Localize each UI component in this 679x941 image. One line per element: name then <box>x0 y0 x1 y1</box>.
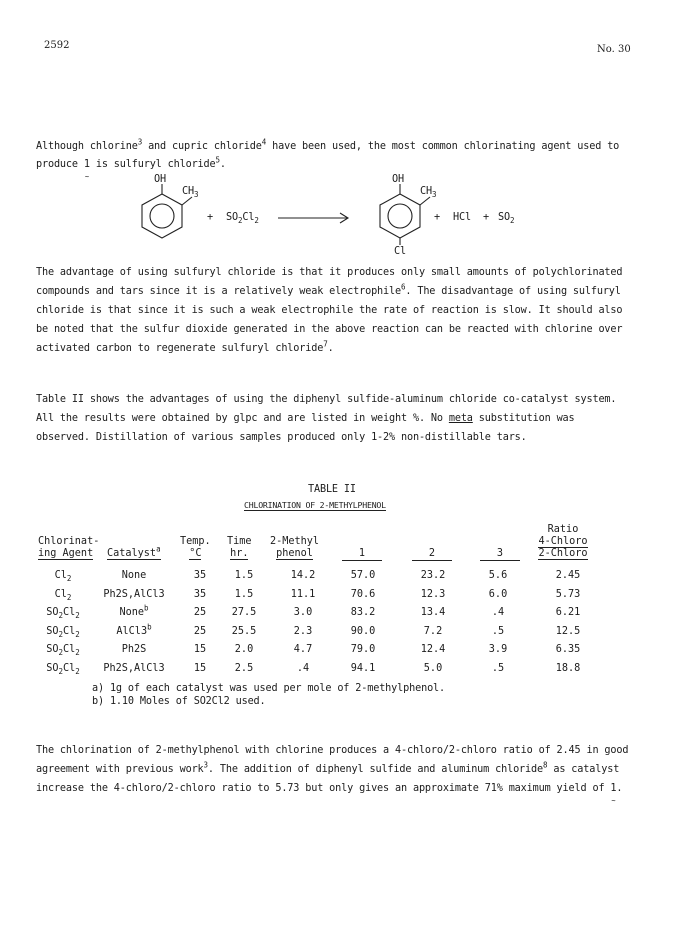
table-cell-temp: 25 <box>193 607 207 619</box>
table-cell-ratio: 5.73 <box>555 588 581 600</box>
table-cell-compound-3: 6.0 <box>488 588 508 600</box>
reaction-arrow <box>278 213 348 223</box>
reagent-label: $SO_2Cl_2$ <box>226 212 259 226</box>
table-subtitle: CHLORINATION OF 2-METHYLPHENOL <box>244 500 386 510</box>
table-cell-agent: $SO_2Cl_2$ <box>46 625 80 639</box>
table-cell-methylphenol: 14.2 <box>290 570 316 581</box>
header-temp: Temp. °C <box>180 536 211 559</box>
para2-line3: chloride is that since it is such a weak electrophile the rate of reaction is slow. It should also <box>36 305 623 316</box>
table-cell-compound-3: .4 <box>491 607 505 619</box>
table-cell-methylphenol: .4 <box>296 663 310 674</box>
header-compound-2: 2 <box>412 548 452 561</box>
table-cell-compound-1: 79.0 <box>350 644 376 656</box>
page-number: 2592 <box>44 40 70 51</box>
header-catalyst: Catalyst$^a$ <box>107 544 161 559</box>
table-cell-ratio: 12.5 <box>555 625 581 637</box>
table-cell-ratio: 6.21 <box>555 607 581 619</box>
hcl-label: HCl <box>453 212 471 223</box>
table-cell-catalyst: None <box>121 570 147 581</box>
table-cell-time: 1.5 <box>234 588 254 600</box>
left-oh-label: OH <box>154 174 166 185</box>
reaction-scheme <box>120 172 560 262</box>
plus-sign-3: + <box>483 212 489 223</box>
table-cell-methylphenol: 3.0 <box>293 607 313 619</box>
table-cell-agent: $SO_2Cl_2$ <box>46 644 80 658</box>
table-cell-temp: 35 <box>193 570 207 581</box>
para2-line5: activated carbon to regenerate sulfuryl chloride$^7$. <box>36 339 334 354</box>
left-ch3-label: $CH_3$ <box>182 186 199 200</box>
para4-line3: increase the 4-chloro/2-chloro ratio to 5.73 but only gives an approximate 71% maximum yield of 1 ~. <box>36 779 622 798</box>
para1-line1: Although chlorine$^3$ and cupric chloride$^4$ have been used, the most common chlorinating agent used to <box>36 137 620 152</box>
table-cell-catalyst: None$^b$ <box>119 603 149 619</box>
table-cell-compound-2: 23.2 <box>420 570 446 581</box>
para3-line3: observed. Distillation of various samples produced only 1-2% non-distillable tars. <box>36 432 527 443</box>
table-cell-time: 25.5 <box>231 625 257 637</box>
table-cell-catalyst: Ph2S,AlCl3 <box>103 588 165 600</box>
journal-issue: No. 30 <box>597 44 631 55</box>
table-cell-agent: $Cl_2$ <box>54 588 72 602</box>
table-cell-compound-2: 12.4 <box>420 644 446 656</box>
table-cell-compound-1: 57.0 <box>350 570 376 581</box>
table-title: TABLE II <box>308 484 356 495</box>
para4-line2: agreement with previous work$^3$. The addition of diphenyl sulfide and aluminum chloride$^8$ as catalyst <box>36 760 620 775</box>
header-compound-3: 3 <box>480 548 520 561</box>
table-cell-compound-2: 5.0 <box>423 663 443 674</box>
para4-line1: The chlorination of 2-methylphenol with chlorine produces a 4-chloro/2-chloro ratio of 2.45 in good <box>36 745 629 756</box>
table-cell-compound-3: .5 <box>491 625 505 637</box>
table-cell-temp: 35 <box>193 588 207 600</box>
para3-line1: Table II shows the advantages of using the diphenyl sulfide-aluminum chloride co-catalyst system. <box>36 394 617 405</box>
para1-line2: produce 1 ~ is sulfuryl chloride$^5$. <box>36 155 226 174</box>
right-oh-label: OH <box>392 174 404 185</box>
table-cell-agent: $SO_2Cl_2$ <box>46 607 80 621</box>
table-cell-compound-2: 7.2 <box>423 625 443 637</box>
chloro-label: Cl <box>394 246 406 257</box>
table-cell-compound-1: 70.6 <box>350 588 376 600</box>
table-cell-agent: $SO_2Cl_2$ <box>46 663 80 677</box>
header-methylphenol: 2-Methyl phenol <box>270 536 320 559</box>
plus-sign-2: + <box>434 212 440 223</box>
table-cell-temp: 15 <box>193 663 207 674</box>
table-cell-ratio: 18.8 <box>555 663 581 674</box>
para3-line2: All the results were obtained by glpc and are listed in weight %. No meta substitution was <box>36 413 575 424</box>
table-cell-ratio: 6.35 <box>555 644 581 656</box>
table-cell-compound-3: .5 <box>491 663 505 674</box>
table-cell-compound-3: 3.9 <box>488 644 508 656</box>
plus-sign: + <box>207 212 213 223</box>
table-cell-temp: 25 <box>193 625 207 637</box>
table-cell-time: 2.5 <box>234 663 254 674</box>
header-time: Time hr. <box>227 536 252 559</box>
right-ch3-label: $CH_3$ <box>420 186 437 200</box>
table-cell-compound-2: 12.3 <box>420 588 446 600</box>
table-cell-compound-1: 90.0 <box>350 625 376 637</box>
table-cell-catalyst: Ph2S <box>121 644 147 656</box>
table-cell-time: 1.5 <box>234 570 254 581</box>
footnote-b: b) 1.10 Moles of SO2Cl2 used. <box>92 696 266 707</box>
table-cell-compound-1: 94.1 <box>350 663 376 674</box>
table-cell-methylphenol: 11.1 <box>290 588 316 600</box>
header-ratio: Ratio 4-Chloro 2-Chloro <box>538 524 588 559</box>
header-compound-1: 1 <box>342 548 382 561</box>
table-cell-compound-3: 5.6 <box>488 570 508 581</box>
table-cell-methylphenol: 2.3 <box>293 625 313 637</box>
so2-label: $SO_2$ <box>498 212 515 226</box>
table-cell-temp: 15 <box>193 644 207 656</box>
para2-line2: compounds and tars since it is a relatively weak electrophile$^6$. The disadvantage of using sulfuryl <box>36 282 621 297</box>
para2-line1: The advantage of using sulfuryl chloride is that it produces only small amounts of polychlorinated <box>36 267 623 278</box>
para2-line4: be noted that the sulfur dioxide generated in the above reaction can be reacted with chlorine over <box>36 324 623 335</box>
table-cell-methylphenol: 4.7 <box>293 644 313 656</box>
table-cell-agent: $Cl_2$ <box>54 570 72 584</box>
table-cell-time: 27.5 <box>231 607 257 619</box>
header-agent: Chlorinat- ing Agent <box>38 536 100 559</box>
table-cell-catalyst: AlCl3$^b$ <box>116 622 152 637</box>
footnote-a: a) 1g of each catalyst was used per mole of 2-methylphenol. <box>92 683 446 694</box>
table-cell-time: 2.0 <box>234 644 254 656</box>
table-cell-ratio: 2.45 <box>555 570 581 581</box>
table-cell-compound-2: 13.4 <box>420 607 446 619</box>
table-cell-compound-1: 83.2 <box>350 607 376 619</box>
table-cell-catalyst: Ph2S,AlCl3 <box>103 663 165 674</box>
